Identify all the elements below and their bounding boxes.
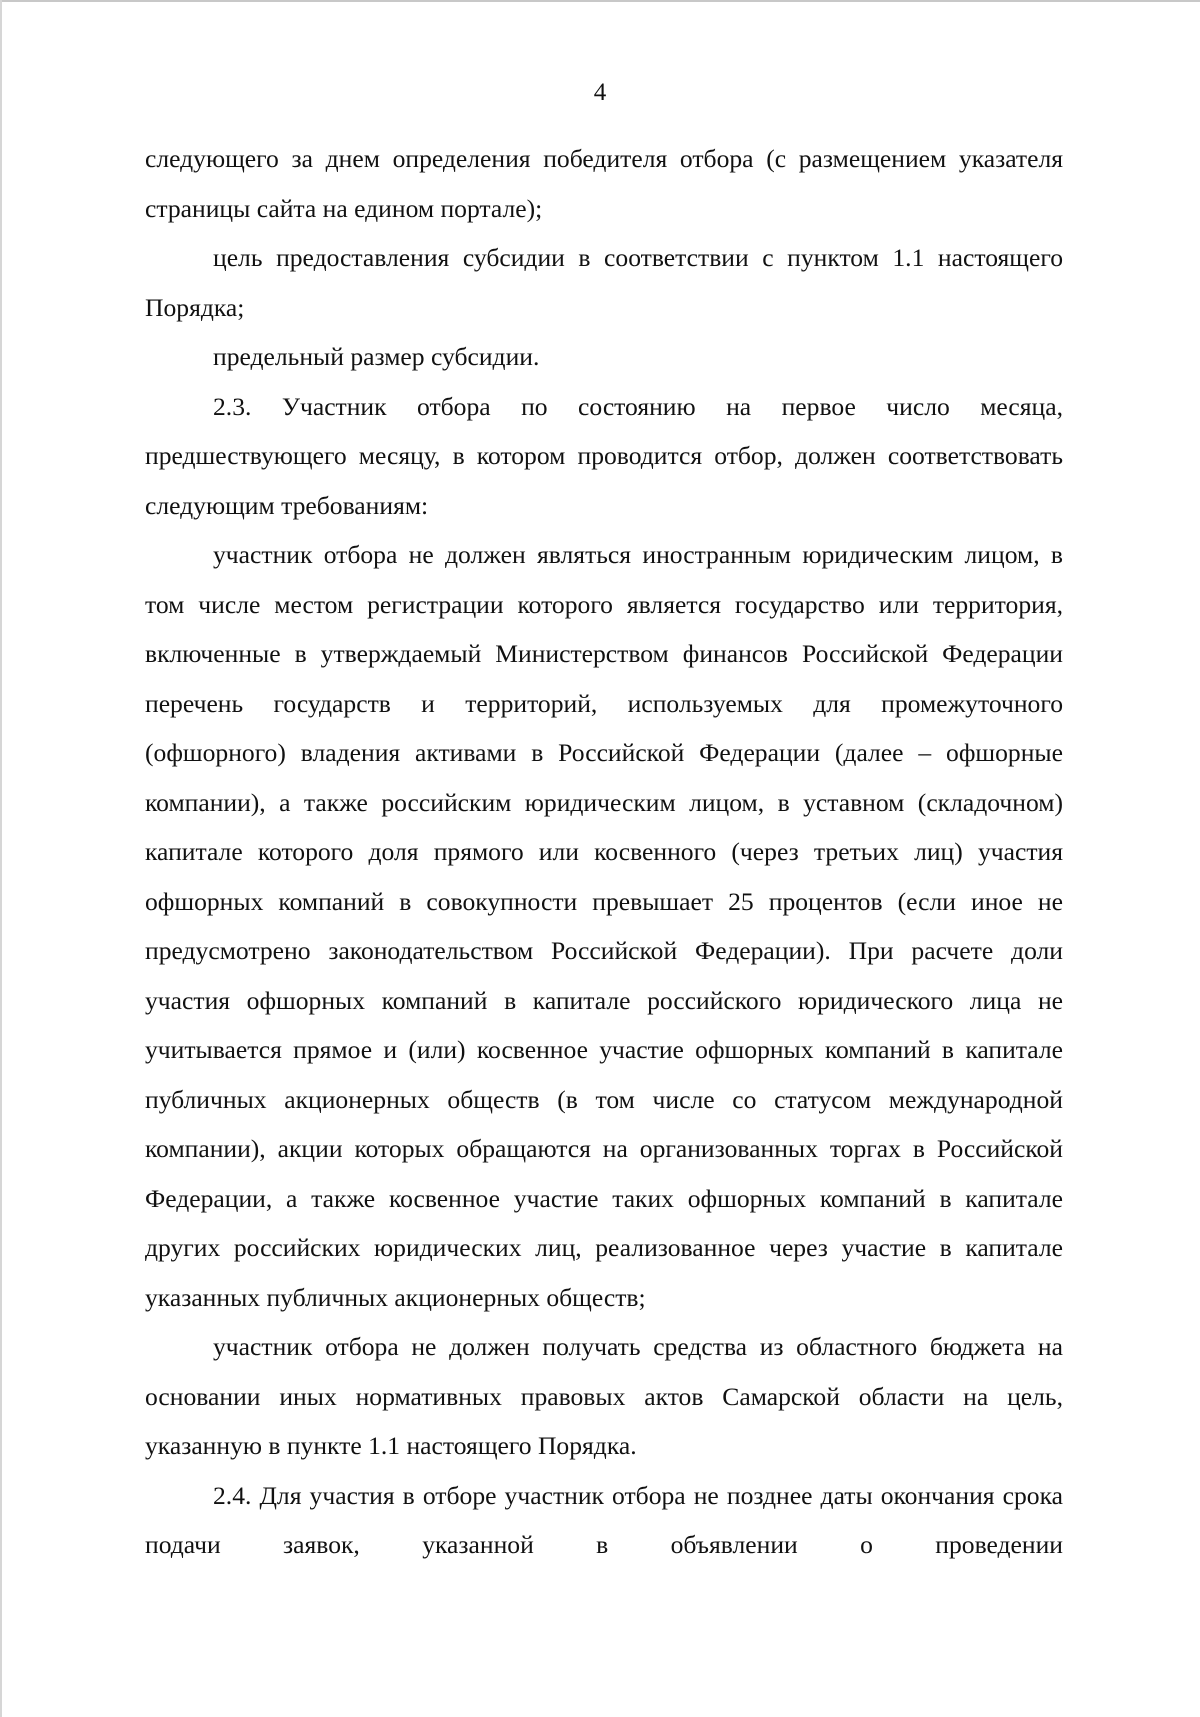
document-body xyxy=(145,134,1063,1570)
paragraph-section-2-3: 2.3. Участник отбора по состоянию на первое число месяца, предшествующего месяцу, в котором проводится отбор, должен соответствовать следующим требованиям: xyxy=(145,391,1063,520)
page-number: 4 xyxy=(593,79,607,106)
scan-border-left xyxy=(0,0,2,1717)
paragraph-budget-requirement: участник отбора не должен получать средства из областного бюджета на основании иных нормативных правовых актов Самарской области на цель, указанную в пункте 1.1 настоящего Порядка. xyxy=(145,1332,1063,1460)
scan-border-top xyxy=(0,0,1200,2)
paragraph-subsidy-limit: предельный размер субсидии. xyxy=(213,342,540,371)
paragraph-continuation: следующего за днем определения победителя отбора (с размещением указателя страницы сайта на едином портале); xyxy=(145,144,1063,223)
paragraph-subsidy-purpose: цель предоставления субсидии в соответствии с пунктом 1.1 настоящего Порядка; xyxy=(145,243,1063,322)
paragraph-offshore-requirement: участник отбора не должен являться иностранным юридическим лицом, в том числе местом регистрации которого является государство или территория, включенные в утверждаемый Министерством финансов Российской Федерации перечень государств и территорий, используемых для промежуточного (офшорного) владения активами в Российской Федерации (далее – офшорные компании), а также российским юридическим лицом, в уставном (складочном) капитале которого доля прямого или косвенного (через третьих лиц) участия офшорных компаний в совокупности превышает 25 процентов (если иное не предусмотрено законодательством Российской Федерации). При расчете доли участия офшорных компаний в капитале российского юридического лица не учитывается прямое и (или) косвенное участие офшорных компаний в капитале публичных акционерных обществ (в том числе со статусом международной компании), акции которых обращаются на организованных торгах в Российской Федерации, а также косвенное участие таких офшорных компаний в капитале других российских юридических лиц, реализованное через участие в капитале указанных публичных акционерных обществ; xyxy=(145,540,1063,1312)
paragraph-section-2-4: 2.4. Для участия в отборе участник отбора не позднее даты окончания срока подачи заявок, указанной в объявлении о проведении xyxy=(145,1480,1063,1559)
